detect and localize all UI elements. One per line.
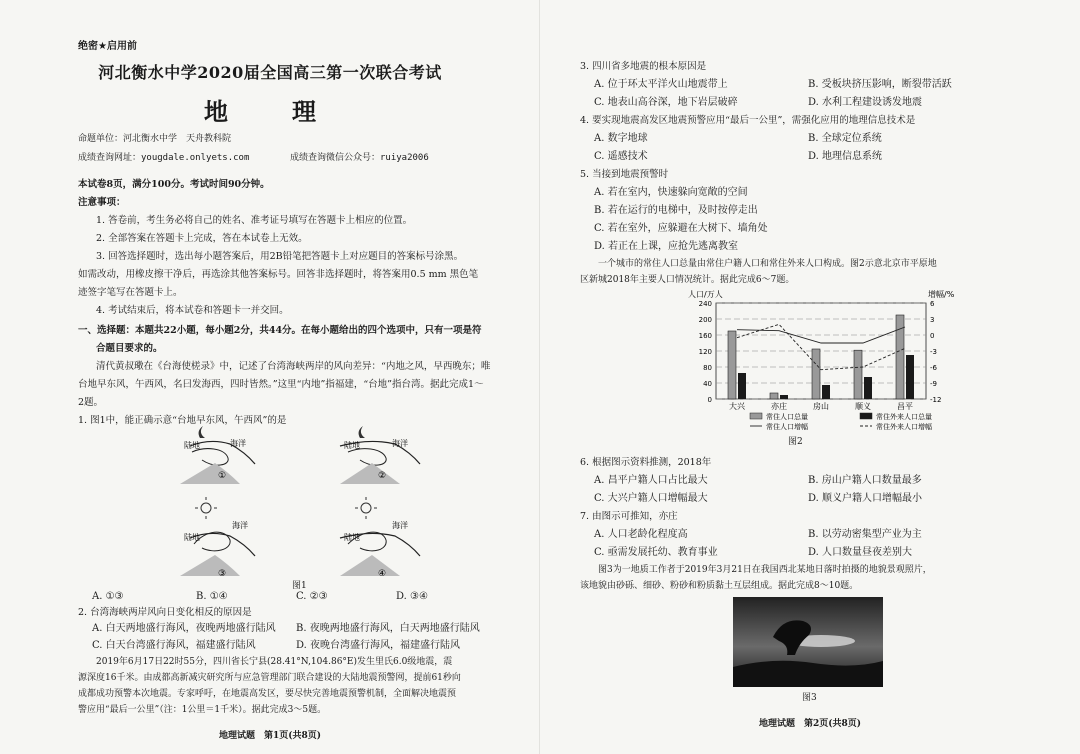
intro2-line-2: 源深度16千米。由成都高新减灾研究所与应急管理部门联合建设的大陆地震预警网，提前61秒向 (78, 673, 461, 683)
q4-option-d: D. 地理信息系统 (808, 151, 883, 162)
q7-option-a: A. 人口老龄化程度高 (594, 529, 688, 540)
y2-axis-label: 增幅/% (928, 290, 955, 299)
q6-option-a: A. 昌平户籍人口占比最大 (594, 475, 708, 486)
note-3-cont: 如需改动，用橡皮擦干净后，再选涂其他答案标号。回答非选择题时，将答案用0.5 mm 黑色笔 (78, 269, 479, 280)
x-tick-label: 房山 (813, 402, 829, 411)
figure-2 (680, 287, 980, 437)
panel-2-num: ② (378, 471, 387, 481)
legend-label: 常住人口增幅 (766, 423, 808, 431)
q5-option-b: B. 若在运行的电梯中，及时按停走出 (594, 205, 758, 216)
sea-label: 海洋 (232, 521, 248, 530)
intro2-line-1: 2019年6月17日22时55分，四川省长宁县(28.41°N,104.86°E)发生里氏6.0级地震，震 (96, 657, 453, 667)
note-1: 1. 答卷前，考生务必将自己的姓名、准考证号填写在答题卡上相应的位置。 (96, 215, 413, 226)
note-2: 2. 全部答案在答题卡上完成，答在本试卷上无效。 (96, 233, 308, 244)
y-tick-label: 200 (698, 316, 712, 324)
bar-foreign (738, 373, 746, 399)
bar-foreign (906, 355, 914, 399)
q1-option-b: B. ①④ (196, 591, 228, 602)
x-tick-label: 亦庄 (771, 402, 787, 411)
panel-2 (340, 426, 420, 484)
sea-label: 海洋 (230, 439, 246, 448)
panel-3 (180, 497, 255, 579)
q3-option-b: B. 受板块挤压影响，断裂带活跃 (808, 79, 952, 90)
question-2: 2. 台湾海峡两岸风向日变化相反的原因是 (78, 607, 252, 618)
intro-line-2: 台地早东风，午西风，名曰发海西，四时皆然。”这里“内地”指福建，“台地”指台湾。据此完成1～ (78, 379, 484, 390)
y-tick-label: 240 (698, 300, 712, 308)
legend-swatch (860, 413, 872, 419)
intro3-line-2: 区新城2018年主要人口情况统计。据此完成6～7题。 (580, 275, 795, 285)
figure-3-photo (733, 597, 883, 687)
y-axis-label: 人口/万人 (688, 290, 723, 299)
q6-option-b: B. 房山户籍人口数量最多 (808, 475, 922, 486)
q4-option-a: A. 数字地球 (594, 133, 648, 144)
intro-line-3: 2题。 (78, 397, 104, 408)
figure-1-caption: 图1 (292, 581, 307, 591)
q5-option-c: C. 若在室外，应躲避在大树下、墙角处 (594, 223, 768, 234)
legend-label: 常住外来人口增幅 (876, 423, 932, 431)
subject-title: 地 理 (204, 97, 336, 126)
y2-tick-label: -9 (930, 380, 937, 388)
sun-icon (361, 503, 371, 513)
land-label: 陆地 (344, 533, 360, 542)
y-tick-label: 160 (698, 332, 712, 340)
question-6: 6. 根据图示资料推测，2018年 (580, 457, 712, 468)
q4-option-c: C. 遥感技术 (594, 151, 648, 162)
moon-icon (199, 426, 205, 438)
bar-total (812, 349, 820, 399)
q6-option-d: D. 顺义户籍人口增幅最小 (808, 493, 923, 504)
q5-option-d: D. 若正在上课，应抢先逃离教室 (594, 241, 739, 252)
q1-option-c: C. ②③ (296, 591, 328, 602)
y-tick-label: 80 (703, 364, 712, 372)
q2-option-a: A. 白天两地盛行海风，夜晚两地盛行陆风 (92, 623, 276, 634)
sea-label: 海洋 (392, 439, 408, 448)
land-label: 陆地 (184, 533, 200, 542)
q2-option-d: D. 夜晚台湾盛行海风，福建盛行陆风 (296, 640, 461, 651)
q2-option-c: C. 白天台湾盛行海风，福建盛行陆风 (92, 640, 256, 651)
x-tick-label: 昌平 (897, 402, 913, 411)
panel-4 (340, 497, 420, 579)
q7-option-b: B. 以劳动密集型产业为主 (808, 529, 922, 540)
website-line: 成绩查询网址：yougdale.onlyets.com (78, 153, 250, 163)
bar-foreign (780, 395, 788, 399)
y2-tick-label: -12 (930, 396, 942, 404)
note-3-cont2: 迹签字笔写在答题卡上。 (78, 287, 183, 298)
q7-option-d: D. 人口数量昼夜差别大 (808, 547, 913, 558)
section-heading: 一、选择题：本题共22小题，每小题2分，共44分。在每小题给出的四个选项中，只有一项是符 (78, 325, 482, 336)
exam-summary: 本试卷8页，满分100分。考试时间90分钟。 (78, 179, 270, 190)
note-3: 3. 回答选择题时，选出每小题答案后，用2B铅笔把答题卡上对应题目的答案标号涂黑。 (96, 251, 464, 262)
panel-3-num: ③ (218, 569, 227, 579)
intro2-line-3: 成都成功预警本次地震。专家呼吁，在地震高发区，要尽快完善地震预警机制，全面解决地震预 (78, 689, 457, 699)
x-tick-label: 大兴 (729, 402, 745, 411)
page-1-footer: 地理试题 第1页(共8页) (218, 731, 322, 741)
figure-1-svg (170, 408, 450, 584)
y2-tick-label: 3 (930, 316, 935, 324)
question-1: 1. 图1中，能正确示意“台地早东风，午西风”的是 (78, 415, 287, 426)
y2-tick-label: -3 (930, 348, 937, 356)
panel-4-num: ④ (378, 569, 387, 579)
y2-tick-label: 0 (930, 332, 935, 340)
q7-option-c: C. 亟需发展托幼、教育事业 (594, 547, 718, 558)
secret-label: 绝密★启用前 (78, 41, 137, 52)
y2-tick-label: -6 (930, 364, 937, 372)
question-7: 7. 由图示可推知，亦庄 (580, 511, 678, 522)
bar-total (770, 393, 778, 399)
exam-title: 河北衡水中学2020届全国高三第一次联合考试 (98, 63, 442, 82)
author-line: 命题单位：河北衡水中学 天舟教科院 (78, 134, 232, 144)
q6-option-c: C. 大兴户籍人口增幅最大 (594, 493, 708, 504)
y-tick-label: 40 (703, 380, 712, 388)
q1-option-d: D. ③④ (396, 591, 428, 602)
line-foreign-growth (737, 324, 905, 369)
q3-option-a: A. 位于环太平洋火山地震带上 (594, 79, 728, 90)
q5-option-a: A. 若在室内，快速躲向宽敞的空间 (594, 187, 748, 198)
question-4: 4. 要实现地震高发区地震预警应用“最后一公里”，需强化应用的地理信息技术是 (580, 115, 916, 126)
land-label: 陆地 (344, 441, 360, 450)
question-5: 5. 当接到地震预警时 (580, 169, 669, 180)
y-tick-label: 0 (707, 396, 712, 404)
page-2 (540, 0, 1080, 754)
bar-total (728, 331, 736, 399)
bar-foreign (864, 377, 872, 399)
population-chart (680, 287, 980, 437)
bar-total (854, 350, 862, 399)
bar-foreign (822, 385, 830, 399)
figure-2-caption: 图2 (788, 437, 803, 447)
legend-label: 常住外来人口总量 (876, 413, 932, 421)
q2-option-b: B. 夜晚两地盛行海风，白天两地盛行陆风 (296, 623, 480, 634)
y-tick-label: 120 (698, 348, 712, 356)
intro4-line-1: 图3为一地质工作者于2019年3月21日在我国西北某地日落时拍摄的地貌景观照片， (598, 565, 932, 575)
notes-heading: 注意事项： (78, 197, 126, 208)
panel-1-num: ① (218, 471, 227, 481)
intro-line-1: 清代黄叔璥在《台海使槎录》中，记述了台湾海峡两岸的风向差异：“内地之风，早西晚东；唯 (96, 361, 491, 372)
moon-icon (359, 426, 365, 438)
question-3: 3. 四川省多地震的根本原因是 (580, 61, 707, 72)
figure-1 (170, 408, 450, 584)
q3-option-d: D. 水利工程建设诱发地震 (808, 97, 923, 108)
section-heading-2: 合题目要求的。 (96, 343, 163, 354)
x-tick-label: 顺义 (855, 402, 871, 411)
figure-3-caption: 图3 (802, 693, 817, 703)
y2-tick-label: 6 (930, 300, 935, 308)
q1-option-a: A. ①③ (92, 591, 124, 602)
panel-1 (180, 426, 255, 484)
landform-photo (733, 597, 883, 687)
wechat-line: 成绩查询微信公众号：ruiya2006 (290, 153, 429, 163)
intro3-line-1: 一个城市的常住人口总量由常住户籍人口和常住外来人口构成。图2示意北京市平原地 (598, 259, 937, 269)
note-4: 4. 考试结束后，将本试卷和答题卡一并交回。 (96, 305, 289, 316)
intro4-line-2: 该地貌由砂砾、细砂、粉砂和粉质黏土互层组成。据此完成8～10题。 (580, 581, 859, 591)
land-label: 陆地 (184, 441, 200, 450)
legend-swatch (750, 413, 762, 419)
q4-option-b: B. 全球定位系统 (808, 133, 882, 144)
sea-label: 海洋 (392, 521, 408, 530)
sun-icon (201, 503, 211, 513)
legend-label: 常住人口总量 (766, 413, 808, 421)
q3-option-c: C. 地表山高谷深，地下岩层破碎 (594, 97, 738, 108)
intro2-line-4: 警应用“最后一公里”（注：1公里＝1千米）。据此完成3～5题。 (78, 705, 327, 715)
page-2-footer: 地理试题 第2页(共8页) (758, 719, 862, 729)
